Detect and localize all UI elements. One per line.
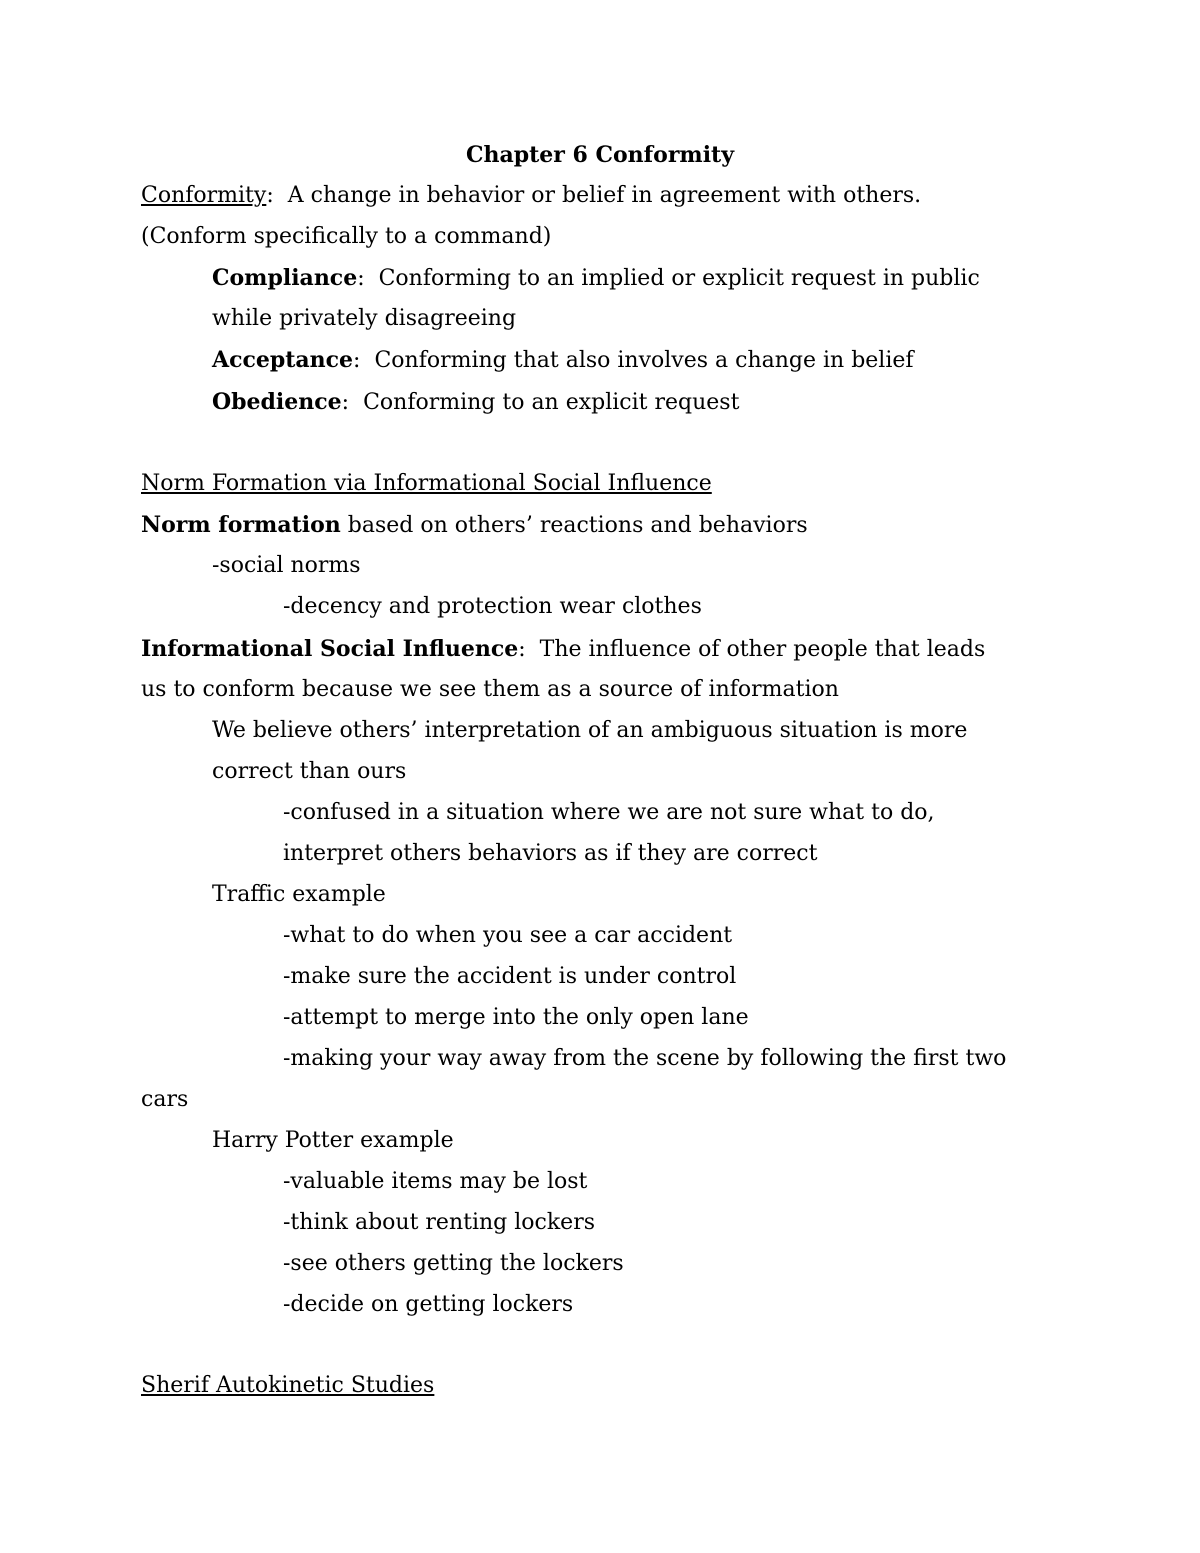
traffic-item-wrap: cars xyxy=(141,1087,189,1112)
section-heading-norm-formation: Norm Formation via Informational Social Influence xyxy=(141,471,712,496)
isi-definition xyxy=(141,634,985,665)
traffic-item: -attempt to merge into the only open lane xyxy=(283,1005,749,1030)
traffic-item: -making your way away from the scene by following the first two xyxy=(283,1046,1007,1071)
acceptance-definition xyxy=(212,345,914,376)
acceptance-text: : Conforming that also involves a change in belief xyxy=(353,348,914,373)
conform-note: (Conform specifically to a command) xyxy=(141,224,552,249)
section-heading-sherif: Sherif Autokinetic Studies xyxy=(141,1373,435,1398)
confused-continuation: interpret others behaviors as if they are correct xyxy=(283,841,818,866)
obedience-definition xyxy=(212,387,739,418)
conformity-sep: : xyxy=(266,183,274,208)
believe-continuation: correct than ours xyxy=(212,759,407,784)
acceptance-term: Acceptance xyxy=(212,347,354,373)
compliance-term: Compliance xyxy=(212,265,358,291)
conformity-definition xyxy=(141,181,921,211)
harry-potter-item: -decide on getting lockers xyxy=(283,1292,574,1317)
conformity-text: A change in behavior or belief in agreement with others. xyxy=(273,183,922,208)
obedience-text: : Conforming to an explicit request xyxy=(341,390,740,415)
harry-potter-item: -valuable items may be lost xyxy=(283,1169,588,1194)
traffic-item: -what to do when you see a car accident xyxy=(283,923,733,948)
isi-term: Informational Social Influence xyxy=(141,636,519,662)
social-norms-item: -social norms xyxy=(212,553,361,578)
decency-item: -decency and protection wear clothes xyxy=(283,594,702,619)
compliance-text: : Conforming to an implied or explicit request in public xyxy=(357,266,980,291)
believe-line: We believe others’ interpretation of an ambiguous situation is more xyxy=(212,718,968,743)
harry-potter-item: -see others getting the lockers xyxy=(283,1251,624,1276)
norm-formation-term: Norm formation xyxy=(141,512,341,538)
obedience-term: Obedience xyxy=(212,389,342,415)
conformity-term: Conformity xyxy=(141,183,267,208)
page-title: Chapter 6 Conformity xyxy=(465,142,734,168)
traffic-item: -make sure the accident is under control xyxy=(283,964,737,989)
compliance-definition xyxy=(212,263,980,294)
harry-potter-example-label: Harry Potter example xyxy=(212,1128,454,1153)
compliance-continuation: while privately disagreeing xyxy=(212,306,517,331)
confused-item: -confused in a situation where we are not sure what to do, xyxy=(283,800,935,825)
isi-text: : The influence of other people that leads xyxy=(518,637,986,662)
norm-formation-text: based on others’ reactions and behaviors xyxy=(340,513,808,538)
traffic-example-label: Traffic example xyxy=(212,882,386,907)
harry-potter-item: -think about renting lockers xyxy=(283,1210,596,1235)
isi-continuation: us to conform because we see them as a source of information xyxy=(141,677,839,702)
norm-formation-line xyxy=(141,510,808,541)
